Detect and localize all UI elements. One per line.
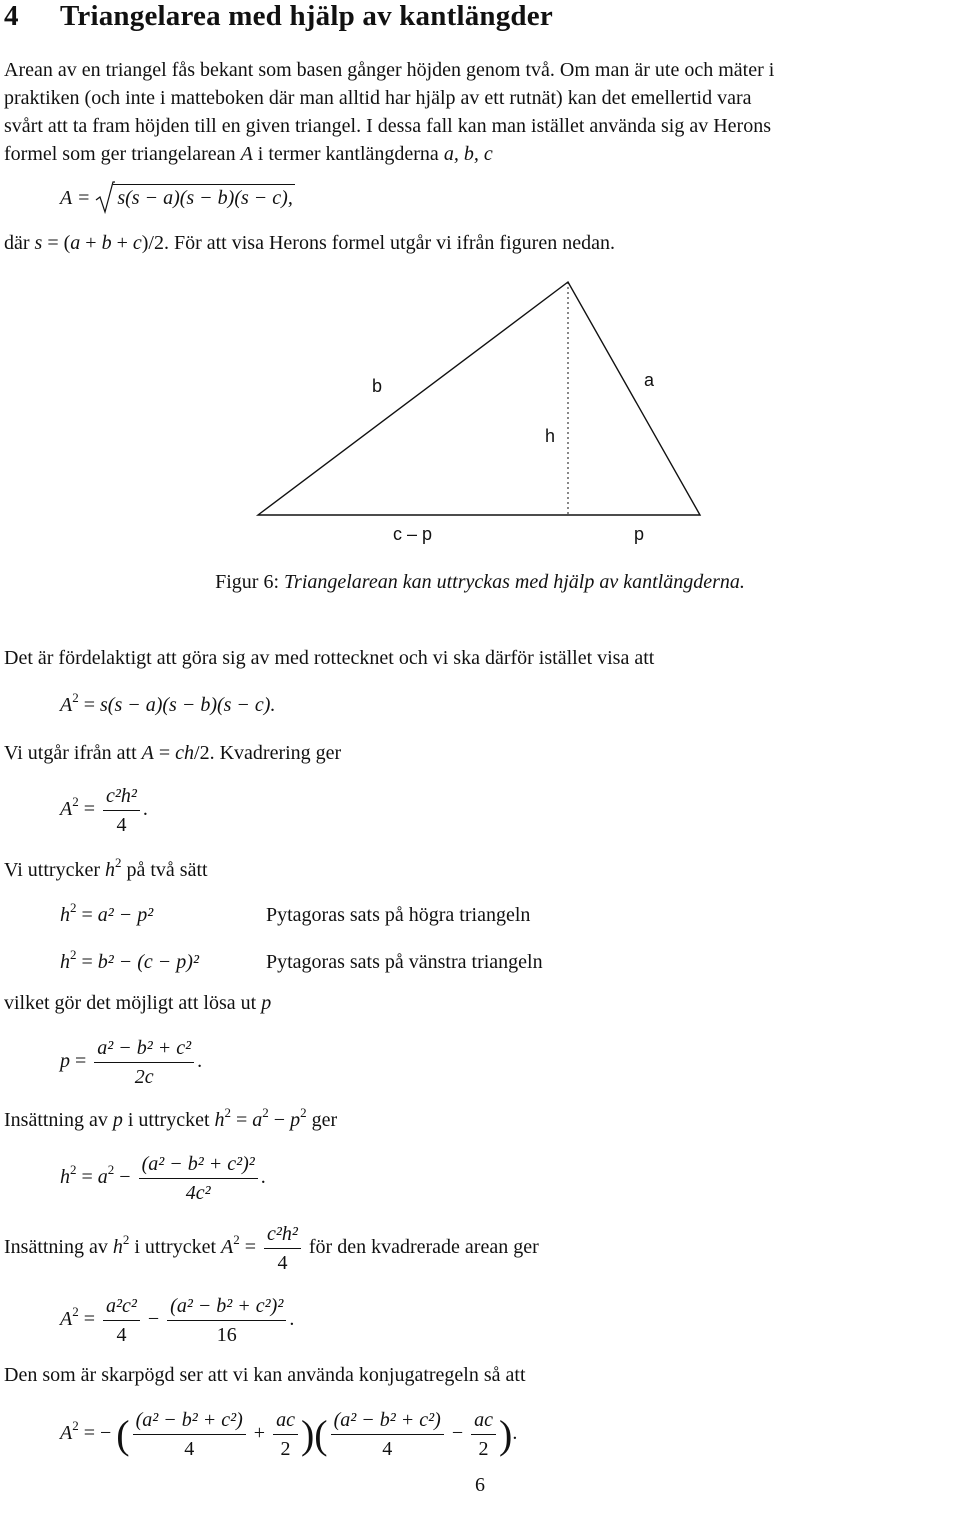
paragraph-5: vilket gör det möjligt att lösa ut p xyxy=(4,992,272,1014)
label-h: h xyxy=(545,426,556,446)
triangle-figure xyxy=(0,270,960,560)
sqrt-sign xyxy=(95,184,294,210)
paragraph-7: Insättning av $h^2$ i uttrycket $A^2$ = $\frac{\text{c²h²}}{4}$ för den kvadrerade arean ger xyxy=(4,1223,539,1274)
figure-caption: Figur 6: Triangelarean kan uttryckas med hjälp av kantlängderna. xyxy=(215,571,745,593)
pythagoras-left-eq: $h^2 = b^2 - (c - p)^2$ xyxy=(60,947,199,973)
paragraph-2: Det är fördelaktigt att göra sig av med rottecknet och vi ska därför istället visa att xyxy=(4,647,655,669)
triangle-outline xyxy=(258,282,700,515)
heron-radicand: s(s − a)(s − b)(s − c), xyxy=(113,184,294,210)
where-line: där s = (a + b + c)/2. För att visa Herons formel utgår vi ifrån figuren nedan. xyxy=(4,232,615,254)
equation-p: p = $\frac{\text{a² − b² + c²}}{2c}$ . xyxy=(60,1037,203,1088)
heron-lhs: A = xyxy=(60,187,91,209)
label-c-minus-p: c – p xyxy=(393,524,433,544)
section-title: Triangelarea med hjälp av kantlängder xyxy=(60,0,553,32)
intro-line-1: Arean av en triangel fås bekant som basen gånger höjden genom två. Om man är ute och mäter i xyxy=(4,59,775,81)
equation-a-squared: $A^2 = s(s - a)(s - b)(s - c)$. xyxy=(60,690,276,716)
intro-line-4: formel som ger triangelarean A i termer kantlängderna a, b, c xyxy=(4,143,493,165)
section-heading xyxy=(4,0,944,33)
pythagoras-right-note: Pytagoras sats på högra triangeln xyxy=(266,904,531,926)
label-a: a xyxy=(644,370,655,390)
page-number: 6 xyxy=(475,1474,485,1496)
equation-conjugate: $A^2$ = − ( $\frac{\text{(a² − b² + c²)}}{4}$ + $\frac{ac}{2}$ )( $\frac{\text{(a² − b² + c²)}}{4}$ − $\frac{ac}{2}$ ). xyxy=(60,1409,518,1460)
paragraph-4: Vi uttrycker $h^2$ på två sätt xyxy=(4,855,208,881)
paragraph-6: Insättning av p i uttrycket $h^2 = a^2 - p^2$ ger xyxy=(4,1105,338,1131)
intro-paragraph xyxy=(4,56,954,168)
intro-line-3: svårt att ta fram höjden till en given triangel. I dessa fall kan man istället använda sig av Herons xyxy=(4,115,771,137)
label-p: p xyxy=(634,524,645,544)
equation-h-squared: $h^2 = a^2$ − $\frac{\text{(a² − b² + c²)²}}{\text{4c²}}$ . xyxy=(60,1153,266,1204)
paragraph-8: Den som är skarpögd ser att vi kan använda konjugatregeln så att xyxy=(4,1364,526,1386)
pythagoras-right-eq: $h^2 = a^2 - p^2$ xyxy=(60,900,154,926)
equation-a-squared-expanded: $A^2$ = $\frac{\text{a²c²}}{4}$ − $\frac{\text{(a² − b² + c²)²}}{16}$ . xyxy=(60,1295,295,1346)
pythagoras-left-note: Pytagoras sats på vänstra triangeln xyxy=(266,951,543,973)
intro-line-2: praktiken (och inte i matteboken där man alltid har hjälp av ett rutnät) kan det emellertid vara xyxy=(4,87,752,109)
section-number: 4 xyxy=(4,0,19,32)
label-b: b xyxy=(372,376,383,396)
heron-formula xyxy=(60,184,295,210)
paragraph-3: Vi utgår ifrån att A = ch/2. Kvadrering ger xyxy=(4,742,342,764)
equation-kvadrering: $A^2$ = $\frac{\text{c²h²}}{4}$ . xyxy=(60,785,148,836)
